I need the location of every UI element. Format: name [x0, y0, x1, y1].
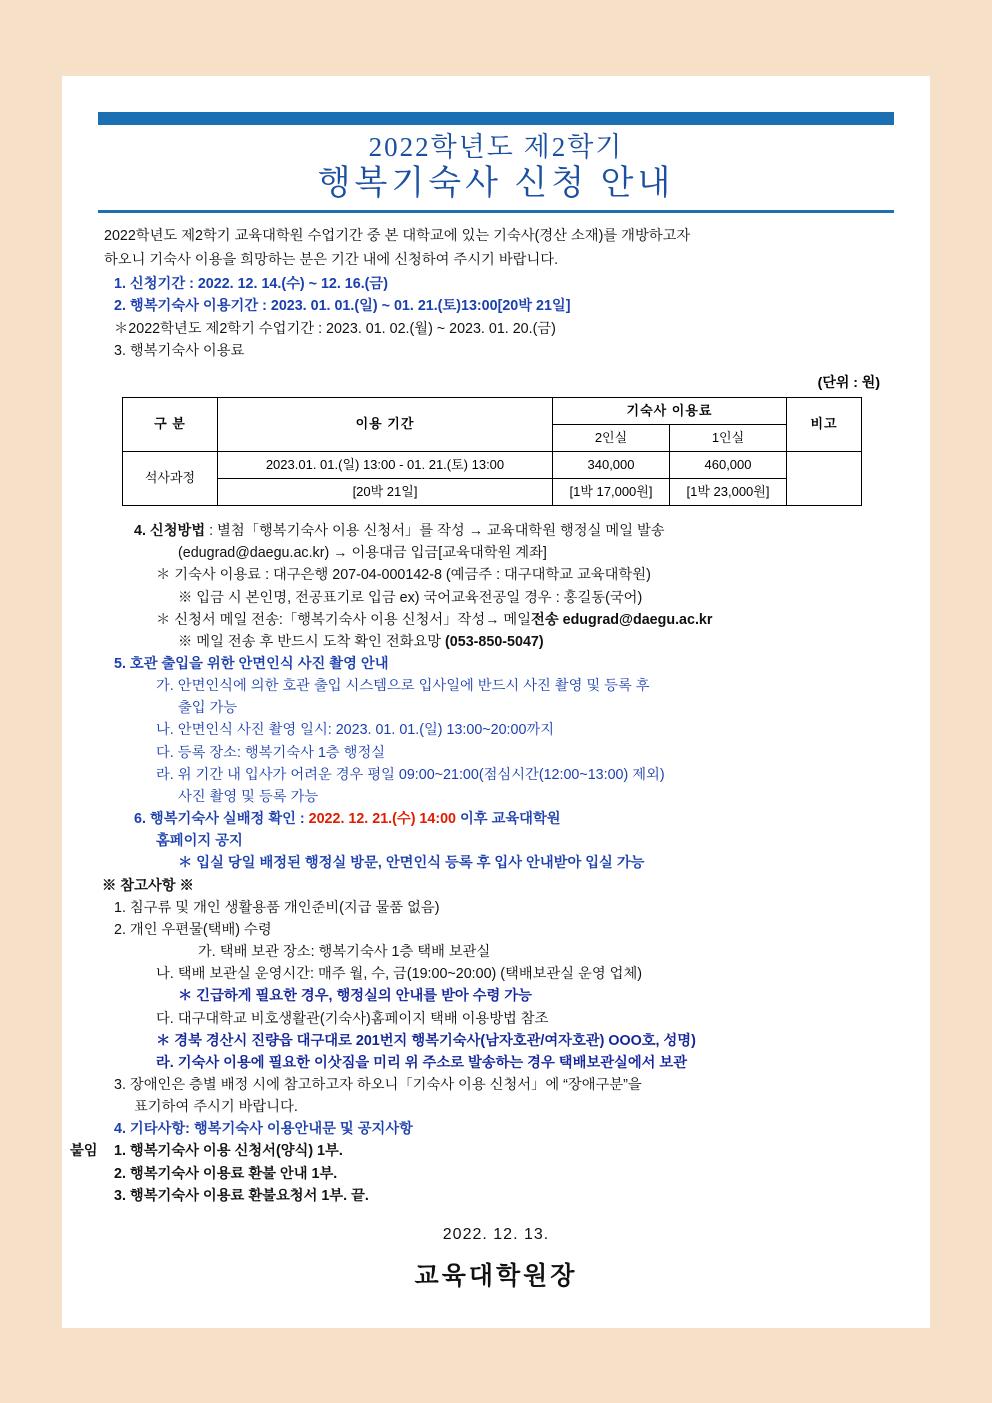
- attachment-3: 3. 행복기숙사 이용료 환불요청서 1부. 끝.: [114, 1187, 369, 1204]
- attachment-label: 붙임: [70, 1143, 98, 1160]
- item-5-a-line1: 가. 안면인식에 의한 호관 출입 시스템으로 입사일에 반드시 사진 촬영 및 등록 후: [156, 678, 650, 695]
- attachment-1: 1. 행복기숙사 이용 신청서(양식) 1부.: [114, 1143, 343, 1160]
- item-4-phone-number: (053-850-5047): [445, 633, 544, 650]
- note-2-c-star: ＊ 경북 경산시 진량읍 대구대로 201번지 행복기숙사(남자호관/여자호관) OOO호, 성명): [156, 1032, 696, 1049]
- th-period: 이용 기간: [218, 397, 553, 451]
- item-4-phone-text: ※ 메일 전송 후 반드시 도착 확인 전화요망: [178, 633, 446, 650]
- item-6-text-b: 이후 교육대학원: [456, 811, 561, 828]
- intro-line-2: 하오니 기숙사 이용을 희망하는 분은 기간 내에 신청하여 주시기 바랍니다.: [104, 252, 559, 269]
- item-4-mail-send-text: ＊ 신청서 메일 전송:「행복기숙사 이용 신청서」작성→ 메일: [156, 611, 532, 628]
- item-6-text-a: 6. 행복기숙사 실배정 확인 :: [134, 811, 309, 828]
- td-fee-double: 340,000: [553, 451, 670, 478]
- item-2-note-class-period: ＊2022학년도 제2학기 수업기간 : 2023. 01. 02.(월) ~ 2023. 01. 20.(금): [114, 320, 556, 337]
- document-title-line2: 행복기숙사 신청 안내: [317, 165, 675, 203]
- note-3-line2: 표기하여 주시기 바랍니다.: [134, 1099, 298, 1116]
- title-underline: [98, 210, 894, 213]
- item-5-c: 다. 등록 장소: 행복기숙사 1층 행정실: [156, 744, 386, 761]
- item-4-deposit-note: ※ 입금 시 본인명, 전공표기로 입금 ex) 국어교육전공일 경우 : 홍길동(국어): [178, 589, 643, 606]
- item-2-stay-period: 2. 행복기숙사 이용기간 : 2023. 01. 01.(일) ~ 01. 21.(토)13:00[20박 21일]: [114, 298, 571, 315]
- document-page: [62, 76, 930, 1328]
- td-fee-single: 460,000: [670, 451, 787, 478]
- item-5-b: 나. 안면인식 사진 촬영 일시: 2023. 01. 01.(일) 13:00~20:00까지: [156, 722, 555, 739]
- th-fee-double: 2인실: [553, 424, 670, 451]
- note-2-d: 라. 기숙사 이용에 필요한 이삿짐을 미리 위 주소로 발송하는 경우 택배보관실에서 보관: [156, 1054, 688, 1071]
- note-2-c: 다. 대구대학교 비호생활관(기숙사)홈페이지 택배 이용방법 참조: [156, 1010, 549, 1027]
- item-6-date: 2022. 12. 21.(수) 14:00: [308, 811, 456, 828]
- title-block: [98, 129, 894, 208]
- item-3-fee-heading: 3. 행복기숙사 이용료: [114, 342, 245, 359]
- item-5-d-line2: 사진 촬영 및 등록 가능: [178, 788, 319, 805]
- spacer: [98, 510, 894, 520]
- td-period-line1: 2023.01. 01.(일) 13:00 - 01. 21.(토) 13:00: [218, 451, 553, 478]
- signature-author: 교육대학원장: [414, 1262, 578, 1290]
- attachment-2: 2. 행복기숙사 이용료 환불 안내 1부.: [114, 1165, 338, 1182]
- th-note: 비고: [787, 397, 862, 451]
- table-row: [123, 478, 862, 505]
- note-2-a: 가. 택배 보관 장소: 행복기숙사 1층 택배 보관실: [198, 944, 491, 961]
- item-4-bank-line: ＊ 기숙사 이용료 : 대구은행 207-04-000142-8 (예금주 : 대구대학교 교육대학원): [156, 567, 651, 584]
- item-4-mail-address: 전송 edugrad@daegu.ac.kr: [531, 611, 713, 628]
- th-fee-single: 1인실: [670, 424, 787, 451]
- item-4-email-line: (edugrad@daegu.ac.kr) → 이용대금 입금[교육대학원 계좌]: [178, 545, 547, 562]
- note-2-b: 나. 택배 보관실 운영시간: 매주 월, 수, 금(19:00~20:00) (택배보관실 운영 업체): [156, 966, 643, 983]
- td-note: [787, 451, 862, 505]
- note-3-line1: 3. 장애인은 층별 배정 시에 참고하고자 하오니「기숙사 이용 신청서」에 “장애구분”을: [114, 1076, 642, 1093]
- item-6-line3: ＊ 입실 당일 배정된 행정실 방문, 안면인식 등록 후 입사 안내받아 입실 가능: [178, 855, 645, 872]
- intro-line-1: 2022학년도 제2학기 교육대학원 수업기간 중 본 대학교에 있는 기숙사(경산 소재)를 개방하고자: [104, 227, 691, 244]
- body-text: [70, 225, 894, 1297]
- signature-block: [98, 1223, 894, 1297]
- item-4-rest: : 별첨「행복기숙사 이용 신청서」를 작성 → 교육대학원 행정실 메일 발송: [205, 523, 665, 540]
- td-fee-single-sub: [1박 23,000원]: [670, 478, 787, 505]
- item-5-d-line1: 라. 위 기간 내 입사가 어려운 경우 평일 09:00~21:00(점심시간(12:00~13:00) 제외): [156, 766, 665, 783]
- th-fee: 기숙사 이용료: [553, 397, 787, 424]
- item-6-line2: 홈페이지 공지: [156, 833, 243, 850]
- item-6-room-assignment: [134, 808, 894, 830]
- item-4-phone-line: [178, 631, 894, 653]
- item-4-label: 4. 신청방법: [134, 523, 206, 540]
- th-category: 구 분: [123, 397, 218, 451]
- item-1-application-period: 1. 신청기간 : 2022. 12. 14.(수) ~ 12. 16.(금): [114, 276, 388, 293]
- item-4-apply-method: [134, 520, 894, 542]
- signature-date: 2022. 12. 13.: [442, 1225, 550, 1243]
- fee-table: [122, 397, 862, 507]
- header-bar: [98, 112, 894, 125]
- notes-heading: ※ 참고사항 ※: [102, 877, 194, 894]
- table-header-row: [123, 397, 862, 424]
- td-category: 석사과정: [123, 451, 218, 505]
- item-5-a-line2: 출입 가능: [178, 700, 238, 717]
- attachments-block: [70, 1140, 894, 1206]
- item-4-mail-send-line: [156, 609, 894, 631]
- note-1: 1. 침구류 및 개인 생활용품 개인준비(지급 물품 없음): [114, 899, 440, 916]
- note-4: 4. 기타사항: 행복기숙사 이용안내문 및 공지사항: [114, 1121, 413, 1138]
- td-period-line2: [20박 21일]: [218, 478, 553, 505]
- td-fee-double-sub: [1박 17,000원]: [553, 478, 670, 505]
- item-5-face-recognition-heading: 5. 호관 출입을 위한 안면인식 사진 촬영 안내: [114, 656, 389, 673]
- note-2: 2. 개인 우편물(택배) 수령: [114, 921, 272, 938]
- table-unit-label: (단위 : 원): [817, 373, 880, 390]
- note-2-b-star: ＊ 긴급하게 필요한 경우, 행정실의 안내를 받아 수령 가능: [178, 988, 532, 1005]
- document-content: [70, 112, 894, 1296]
- table-row: [123, 451, 862, 478]
- document-title-line1: 2022학년도 제2학기: [368, 132, 624, 162]
